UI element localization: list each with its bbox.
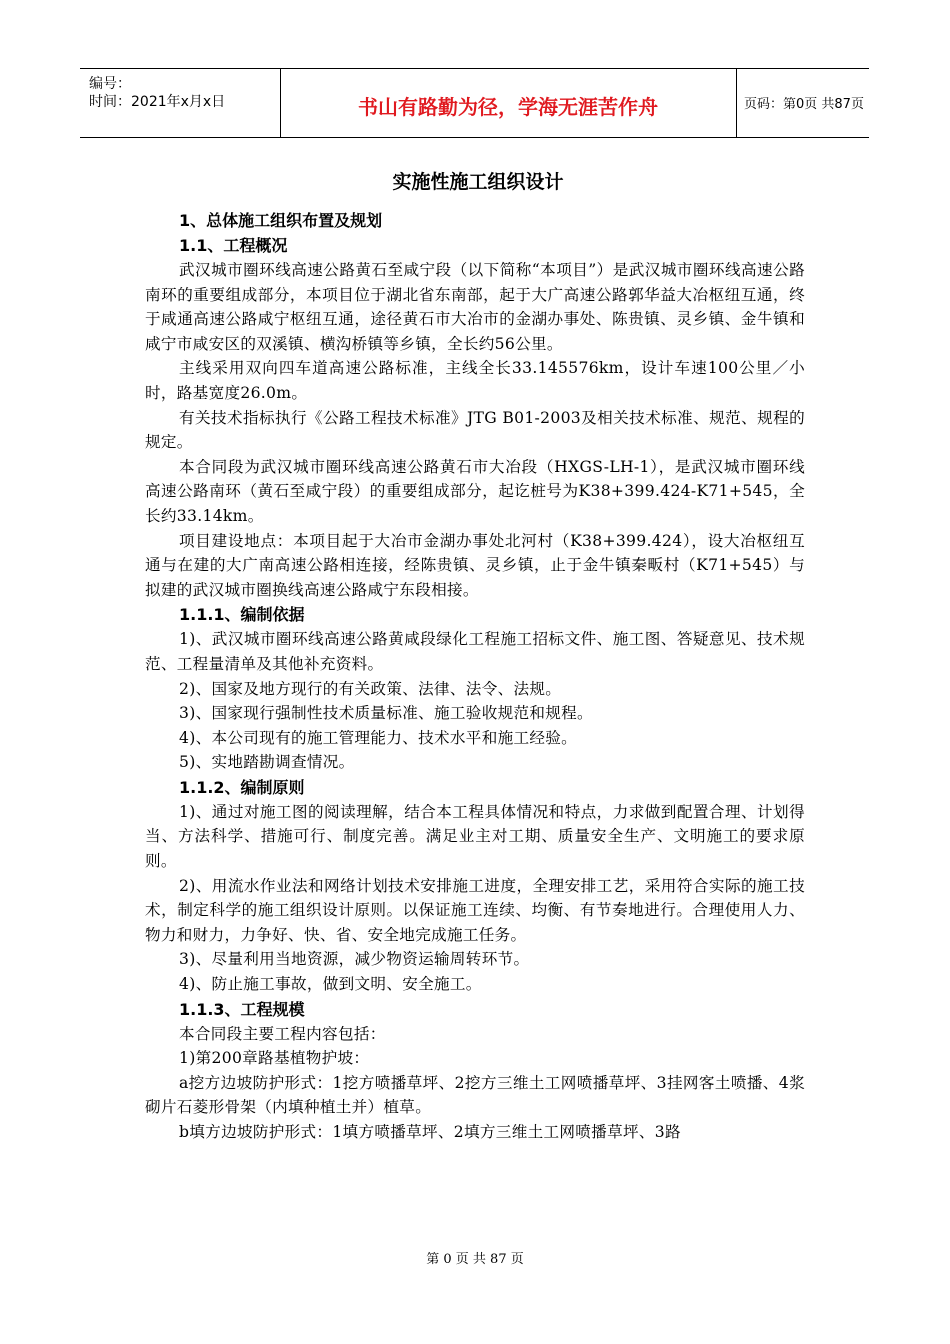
paragraph: 4)、防止施工事故，做到文明、安全施工。	[179, 975, 482, 994]
document-body	[145, 168, 805, 1145]
paragraph: 4)、本公司现有的施工管理能力、技术水平和施工经验。	[179, 728, 578, 747]
section-heading: 1、总体施工组织布置及规划	[179, 211, 383, 230]
paragraph: 1)、武汉城市圈环线高速公路黄咸段绿化工程施工招标文件、施工图、答疑意见、技术规范、工程量清单及其他补充资料。	[145, 630, 805, 673]
paragraph: 2)、国家及地方现行的有关政策、法律、法令、法规。	[179, 679, 562, 698]
paragraph: 5)、实地踏勘调查情况。	[179, 753, 355, 772]
section-heading: 1.1、工程概况	[179, 236, 288, 255]
section-heading: 1.1.2、编制原则	[179, 777, 305, 797]
document-date-label: 时间：2021年x月x日	[89, 94, 226, 110]
paragraph: 有关技术指标执行《公路工程技术标准》JTG B01-2003及相关技术标准、规范、规程的规定。	[145, 408, 805, 452]
paragraph: 本合同段为武汉城市圈环线高速公路黄石市大冶段（HXGS-LH-1），是武汉城市圈环线高速公路南环（黄石至咸宁段）的重要组成部分，起讫桩号为K38+399.424-K71+545，全长约33.14km。	[145, 457, 805, 525]
document-number-label: 编号：	[89, 76, 131, 92]
paragraph: 3)、国家现行强制性技术质量标准、施工验收规范和规程。	[179, 704, 593, 723]
paragraph: 1)第200章路基植物护坡：	[179, 1049, 370, 1068]
paragraph: 3)、尽量利用当地资源，减少物资运输周转环节。	[179, 950, 530, 969]
paragraph: 项目建设地点：本项目起于大冶市金湖办事处北河村（K38+399.424），设大冶枢纽互通与在建的大广南高速公路相连接，经陈贵镇、灵乡镇，止于金牛镇秦畈村（K71+545）与拟建的武汉城市圈换线高速公路咸宁东段相接。	[145, 531, 805, 599]
paragraph: 武汉城市圈环线高速公路黄石至咸宁段（以下简称“本项目”）是武汉城市圈环线高速公路南环的重要组成部分，本项目位于湖北省东南部，起于大广高速公路郭华益大冶枢纽互通，终于咸通高速公路咸宁枢纽互通，途径黄石市大冶市的金湖办事处、陈贵镇、灵乡镇、金牛镇和咸宁市咸安区的双溪镇、横沟桥镇等乡镇，全长约56公里。	[145, 261, 805, 353]
page-footer: 第 0 页 共 87 页	[426, 1252, 524, 1267]
header-motto-cell	[280, 69, 737, 137]
page-header	[80, 68, 869, 138]
paragraph: 2)、用流水作业法和网络计划技术安排施工进度，全理安排工艺，采用符合实际的施工技术，制定科学的施工组织设计原则。以保证施工连续、均衡、有节奏地进行。合理使用人力、物力和财力，力争好、快、省、安全地完成施工任务。	[145, 876, 805, 944]
header-left-cell	[80, 69, 281, 137]
document-title: 实施性施工组织设计	[392, 171, 564, 193]
section-heading: 1.1.1、编制依据	[179, 605, 305, 625]
section-heading: 1.1.3、工程规模	[179, 999, 305, 1019]
paragraph: b填方边坡防护形式：1填方喷播草坪、2填方三维土工网喷播草坪、3路	[179, 1123, 681, 1141]
paragraph: a挖方边坡防护形式：1挖方喷播草坪、2挖方三维土工网喷播草坪、3挂网客土喷播、4浆砌片石菱形骨架（内填种植土并）植草。	[145, 1073, 805, 1117]
paragraph: 主线采用双向四车道高速公路标准，主线全长33.145576km，设计车速100公里／小时，路基宽度26.0m。	[145, 359, 805, 402]
paragraph: 1)、通过对施工图的阅读理解，结合本工程具体情况和特点，力求做到配置合理、计划得当、方法科学、措施可行、制度完善。满足业主对工期、质量安全生产、文明施工的要求原则。	[145, 802, 805, 871]
paragraph: 本合同段主要工程内容包括：	[179, 1024, 386, 1043]
header-page-cell	[736, 69, 869, 137]
header-motto: 书山有路勤为径，学海无涯苦作舟	[358, 95, 658, 119]
document-blocks	[145, 208, 805, 1145]
header-page-info: 页码：第0页 共87页	[744, 97, 864, 112]
